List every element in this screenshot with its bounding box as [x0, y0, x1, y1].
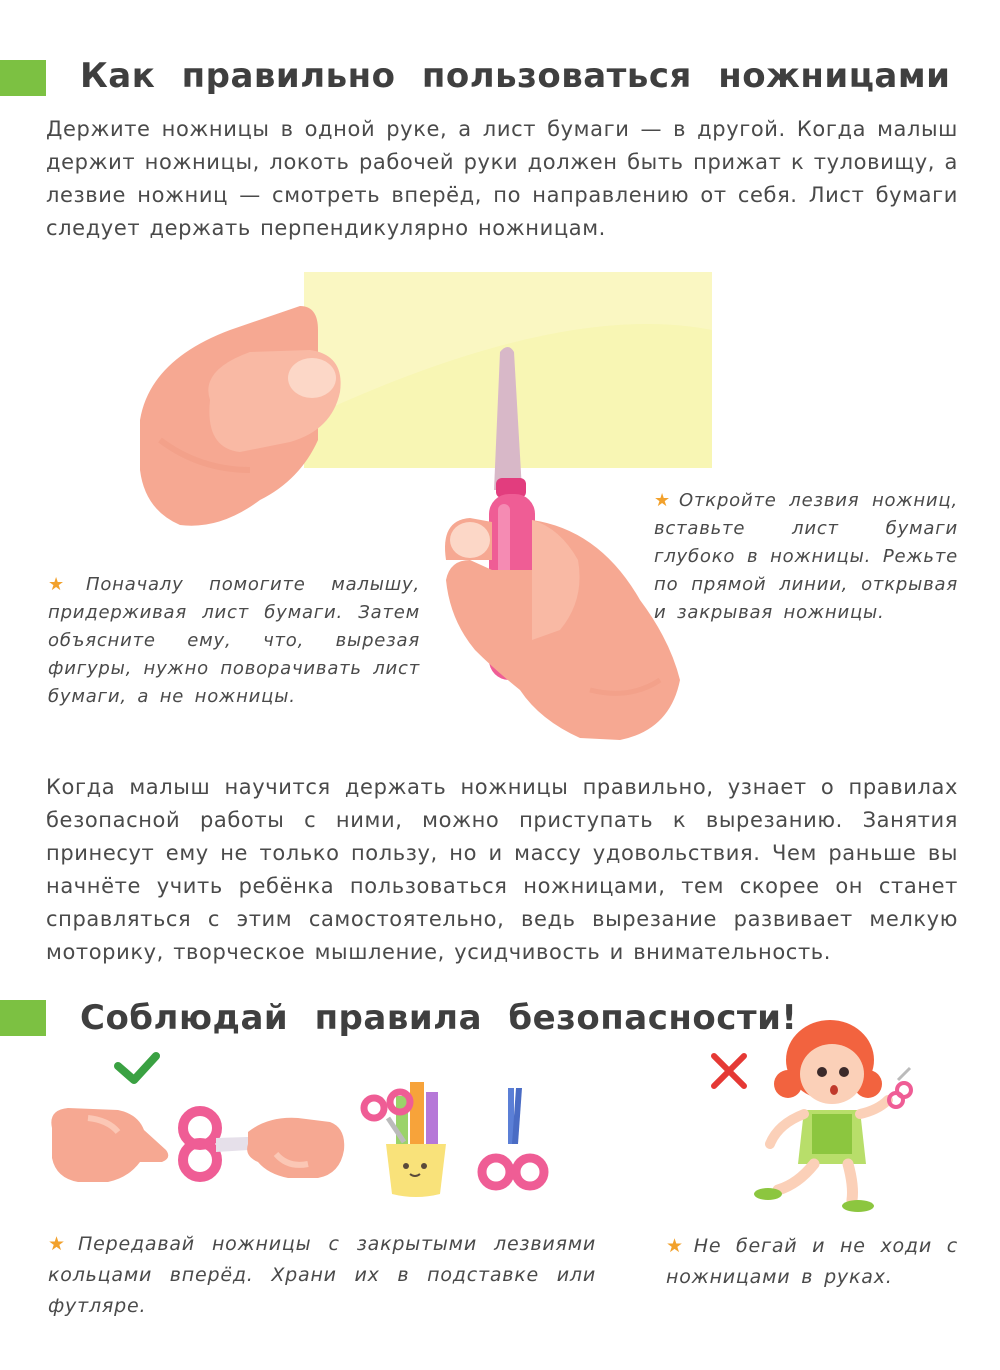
intro-paragraph: Держите ножницы в одной руке, а лист бумаги — в другой. Когда малыш держит ножницы, локоть рабочей руки должен быть прижат к туловищу, а лезвие ножниц — смотреть вперёд, по направлению от себя. Лист бумаги следует держать перпендикулярно ножницам.	[46, 117, 958, 240]
passing-scissors-illustration	[48, 1098, 348, 1190]
note-pass-scissors: ★ Передавай ножницы с закрытыми лезвиями кольцами вперёд. Храни их в подставке или футляре.	[48, 1233, 596, 1317]
section-marker-2	[0, 1000, 46, 1036]
running-girl-illustration	[748, 1014, 918, 1212]
star-icon: ★	[48, 1233, 73, 1255]
note-open-blades: ★ Откройте лезвия ножниц, вставьте лист бумаги глубоко в ножницы. Режьте по прямой линии, открывая и закрывая ножницы.	[654, 490, 958, 623]
cross-icon	[710, 1052, 748, 1090]
section-title-usage: Как правильно пользоваться ножницами	[80, 56, 951, 96]
scissors-stand-illustration	[360, 1078, 470, 1200]
main-paragraph: Когда малыш научится держать ножницы правильно, узнает о правилах безопасной работы с ними, можно приступать к вырезанию. Занятия принесут ему не только пользу, но и массу удовольствия. Чем раньше вы начнёте учить ребёнка пользоваться ножницами, тем скорее он станет справляться с этим самостоятельно, ведь вырезание развивает мелкую моторику, творческое мышление, усидчивость и внимательность.	[46, 775, 958, 964]
note-help-child: ★ Поначалу помогите малышу, придерживая лист бумаги. Затем объясните ему, что, вырезая фигуры, нужно поворачивать лист бумаги, а не ножницы.	[48, 574, 420, 707]
note-dont-run: ★ Не бегай и не ходи с ножницами в руках.	[666, 1235, 958, 1288]
closed-scissors-illustration	[478, 1084, 548, 1194]
star-icon: ★	[48, 574, 80, 595]
left-hand	[140, 306, 341, 526]
section-title-safety: Соблюдай правила безопасности!	[80, 998, 798, 1038]
star-icon: ★	[654, 490, 674, 511]
check-icon	[114, 1052, 160, 1086]
right-hand	[445, 518, 680, 740]
star-icon: ★	[666, 1235, 688, 1257]
